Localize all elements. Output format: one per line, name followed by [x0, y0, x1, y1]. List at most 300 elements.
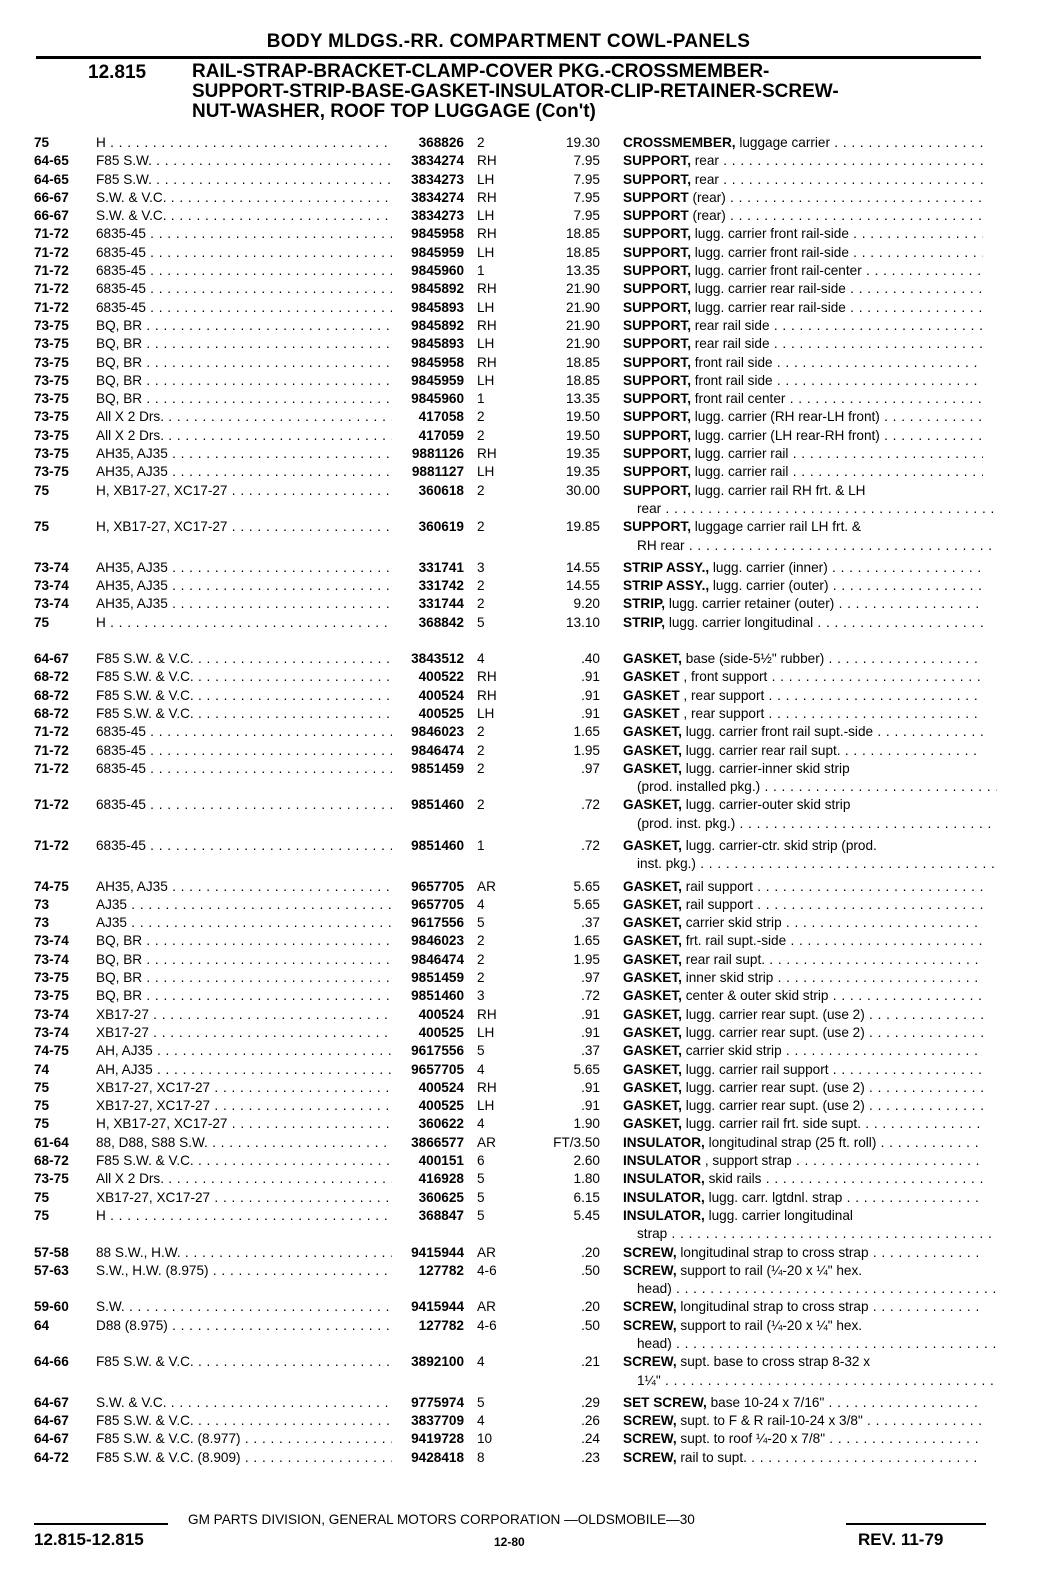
quantity: 2 [477, 519, 485, 535]
model-year: 73 [34, 915, 50, 931]
model-code: H . . . [96, 614, 392, 632]
part-name: SUPPORT, [623, 263, 691, 279]
model-year: 73-75 [34, 1171, 69, 1187]
part-detail: lugg. carrier (LH rear-RH front) [690, 427, 880, 443]
model-year: 73-75 [34, 464, 69, 480]
model-code: BQ, BR . . . [96, 354, 392, 372]
part-row [34, 1317, 984, 1335]
part-row [34, 1024, 984, 1042]
part-description-continued: 1¼" . . . [623, 1372, 997, 1390]
model-code: All X 2 Drs. . . . [96, 408, 392, 426]
quantity: 4-6 [477, 1262, 497, 1278]
part-detail: (rear) [688, 189, 726, 205]
price: 1.80 [573, 1171, 600, 1187]
model-code: F85 S.W. . . . [96, 171, 392, 189]
quantity: 5 [477, 614, 485, 630]
part-number: 9617556 [411, 1043, 464, 1059]
model-year: 73-75 [34, 988, 69, 1004]
part-row [34, 445, 984, 463]
part-detail: , rear support [679, 687, 765, 703]
price: 18.85 [565, 372, 600, 388]
price: 7.95 [573, 171, 600, 187]
part-name: GASKET, [623, 724, 682, 740]
price: 13.10 [565, 614, 600, 630]
part-description [623, 705, 983, 723]
price: 1.90 [573, 1116, 600, 1132]
part-description-continued: inst. pkg.) . . . [623, 855, 997, 873]
part-description [623, 760, 983, 778]
part-detail: luggage carrier rail LH frt. & [690, 519, 861, 535]
part-description [623, 650, 983, 668]
price: 13.35 [565, 263, 600, 279]
part-number: 9851460 [411, 988, 464, 1004]
model-year: 68-72 [34, 687, 69, 703]
quantity: 4-6 [477, 1317, 497, 1333]
part-number: 368847 [418, 1207, 464, 1223]
part-description [623, 299, 983, 317]
part-description [623, 152, 983, 170]
model-year: 73-74 [34, 578, 69, 594]
part-row [34, 1298, 984, 1316]
part-row [34, 152, 984, 170]
part-name: SCREW, [623, 1413, 677, 1429]
part-row [34, 1449, 984, 1467]
part-detail: lugg. carrier front rail-side [690, 226, 849, 242]
model-code: H . . . [96, 1207, 392, 1225]
part-description [623, 463, 983, 481]
model-code: F85 S.W. & V.C. (8.977) . . . [96, 1430, 392, 1448]
part-description [623, 559, 983, 577]
part-description [623, 207, 983, 225]
part-row-continuation [34, 537, 984, 555]
model-year: 73-75 [34, 446, 69, 462]
quantity: 4 [477, 1116, 485, 1132]
part-description [623, 1298, 983, 1316]
part-description [623, 1134, 983, 1152]
part-number: 9846474 [411, 951, 464, 967]
part-description [623, 595, 983, 613]
part-number: 9428418 [411, 1449, 464, 1465]
price: .21 [581, 1354, 600, 1370]
part-number: 360618 [418, 482, 464, 498]
part-row [34, 1134, 984, 1152]
price: 18.85 [565, 226, 600, 242]
part-number: 9845892 [411, 317, 464, 333]
group-spacer [34, 632, 984, 650]
part-row [34, 335, 984, 353]
price: .91 [581, 1024, 600, 1040]
part-name: SCREW, [623, 1244, 677, 1260]
model-year: 64-65 [34, 171, 69, 187]
part-detail: base 10-24 x 7/16" [706, 1394, 825, 1410]
model-year: 73 [34, 896, 50, 912]
part-number: 3834273 [411, 171, 464, 187]
model-year: 75 [34, 1189, 50, 1205]
model-year: 73-74 [34, 559, 69, 575]
model-code: AJ35 . . . [96, 914, 392, 932]
model-year: 73-74 [34, 1024, 69, 1040]
part-number: 9415944 [411, 1244, 464, 1260]
part-number: 417058 [418, 409, 464, 425]
part-detail: lugg. carrier rail [690, 446, 789, 462]
model-code: H, XB17-27, XC17-27 . . . [96, 1115, 392, 1133]
quantity: LH [477, 1024, 495, 1040]
part-detail: (rear) [688, 208, 726, 224]
price: .91 [581, 1098, 600, 1114]
price: 21.90 [565, 281, 600, 297]
quantity: 5 [477, 1207, 485, 1223]
part-name: CROSSMEMBER, [623, 135, 736, 150]
price: 30.00 [565, 482, 600, 498]
part-number: 400524 [418, 687, 464, 703]
part-description-continued: RH rear . . . [623, 537, 997, 555]
part-name: GASKET, [623, 933, 682, 949]
model-code: 6835-45 . . . [96, 280, 392, 298]
quantity: 2 [477, 970, 485, 986]
part-row [34, 559, 984, 577]
model-year: 68-72 [34, 669, 69, 685]
model-year: 64-67 [34, 1394, 69, 1410]
quantity: 5 [477, 1189, 485, 1205]
part-row [34, 280, 984, 298]
part-name: INSULATOR, [623, 1171, 705, 1187]
model-code: 6835-45 . . . [96, 299, 392, 317]
part-detail: lugg. carrier front rail-side [690, 244, 849, 260]
model-year: 75 [34, 1079, 50, 1095]
part-description [623, 796, 983, 814]
model-year: 75 [34, 1207, 50, 1223]
part-name: GASKET, [623, 797, 682, 813]
part-row [34, 614, 984, 632]
model-code: F85 S.W. & V.C. . . . [96, 650, 392, 668]
part-row [34, 1430, 984, 1448]
part-row [34, 650, 984, 668]
part-name: SCREW, [623, 1431, 677, 1447]
part-name: SUPPORT, [623, 281, 691, 297]
model-year: 73-75 [34, 391, 69, 407]
model-code: F85 S.W. & V.C. . . . [96, 1353, 392, 1371]
model-code: F85 S.W. & V.C. . . . [96, 668, 392, 686]
part-detail: carrier skid strip [681, 1043, 782, 1059]
part-row [34, 951, 984, 969]
part-name: GASKET, [623, 1061, 682, 1077]
part-number: 400525 [418, 1098, 464, 1114]
part-number: 9851460 [411, 797, 464, 813]
part-detail: lugg. carrier front rail-center [690, 263, 862, 279]
part-detail: lugg. carrier rear supt. (use 2) [681, 1079, 865, 1095]
part-detail: skid rails [704, 1171, 762, 1187]
model-code: All X 2 Drs. . . . [96, 427, 392, 445]
part-row-continuation [34, 1280, 984, 1298]
part-number: 400525 [418, 1024, 464, 1040]
part-description [623, 896, 983, 914]
model-code: AH35, AJ35 . . . [96, 559, 392, 577]
price: .20 [581, 1299, 600, 1315]
part-row [34, 932, 984, 950]
part-number: 3834273 [411, 208, 464, 224]
part-number: 9657705 [411, 1061, 464, 1077]
part-row [34, 687, 984, 705]
part-description [623, 372, 983, 390]
model-code: AH35, AJ35 . . . [96, 463, 392, 481]
price: 19.30 [565, 135, 600, 150]
price: 5.65 [573, 1061, 600, 1077]
part-detail: lugg. carrier rear supt. (use 2) [681, 1006, 865, 1022]
part-name: SUPPORT, [623, 354, 691, 370]
part-detail: lugg. carrier rail support [681, 1061, 829, 1077]
part-detail: rear [690, 153, 719, 169]
part-name: SCREW, [623, 1317, 677, 1333]
footer-division: GM PARTS DIVISION, GENERAL MOTORS CORPORATION —OLDSMOBILE—30 [188, 1512, 695, 1527]
part-name: GASKET, [623, 1006, 682, 1022]
quantity: 2 [477, 135, 485, 150]
part-row [34, 408, 984, 426]
part-row [34, 837, 984, 855]
quantity: 4 [477, 896, 485, 912]
quantity: 5 [477, 1043, 485, 1059]
part-detail: rail support [681, 878, 753, 894]
price: .40 [581, 651, 600, 667]
quantity: 4 [477, 1354, 485, 1370]
price: 1.95 [573, 742, 600, 758]
model-code: 6835-45 . . . [96, 244, 392, 262]
part-row [34, 1152, 984, 1170]
part-row [34, 1006, 984, 1024]
part-row [34, 878, 984, 896]
part-name: SUPPORT, [623, 226, 691, 242]
model-year: 74-75 [34, 878, 69, 894]
quantity: RH [477, 189, 497, 205]
part-name: GASKET, [623, 915, 682, 931]
part-row [34, 1115, 984, 1133]
quantity: RH [477, 669, 497, 685]
part-number: 400525 [418, 705, 464, 721]
part-row-continuation [34, 815, 984, 833]
model-year: 59-60 [34, 1299, 69, 1315]
price: 1.65 [573, 724, 600, 740]
model-year: 73-75 [34, 970, 69, 986]
part-number: 9845959 [411, 372, 464, 388]
part-number: 9846023 [411, 933, 464, 949]
model-year: 73-75 [34, 372, 69, 388]
model-year: 71-72 [34, 797, 69, 813]
model-code: H . . . [96, 134, 392, 152]
part-detail: front rail center [690, 391, 786, 407]
part-number: 9845893 [411, 299, 464, 315]
price: 13.35 [565, 391, 600, 407]
part-detail: lugg. carrier retainer (outer) [665, 596, 835, 612]
model-year: 64 [34, 1317, 50, 1333]
model-code: BQ, BR . . . [96, 390, 392, 408]
part-detail: luggage carrier [735, 135, 830, 150]
part-detail: lugg. carrier rail RH frt. & LH [690, 482, 866, 498]
quantity: RH [477, 1079, 497, 1095]
price: .91 [581, 687, 600, 703]
part-row [34, 225, 984, 243]
model-code: F85 S.W. & V.C. . . . [96, 705, 392, 723]
part-row [34, 1079, 984, 1097]
part-name: GASKET, [623, 837, 682, 853]
part-row-continuation [34, 1372, 984, 1390]
model-code: AH35, AJ35 . . . [96, 878, 392, 896]
part-name: SUPPORT, [623, 171, 691, 187]
part-description [623, 408, 983, 426]
part-number: 9846023 [411, 724, 464, 740]
part-detail: frt. rail supt.-side [681, 933, 787, 949]
model-year: 71-72 [34, 742, 69, 758]
model-year: 73-75 [34, 317, 69, 333]
price: .91 [581, 705, 600, 721]
part-description-continued: (prod. installed pkg.) . . . [623, 778, 997, 796]
part-description [623, 1353, 983, 1371]
part-number: 331741 [418, 559, 464, 575]
part-detail: front rail side [690, 372, 773, 388]
quantity: RH [477, 354, 497, 370]
part-description [623, 932, 983, 950]
section-description [192, 62, 839, 122]
part-row [34, 1262, 984, 1280]
model-code: BQ, BR . . . [96, 372, 392, 390]
quantity: RH [477, 1006, 497, 1022]
part-description [623, 1449, 983, 1467]
part-name: GASKET, [623, 988, 682, 1004]
part-description [623, 280, 983, 298]
part-description [623, 482, 983, 500]
part-row [34, 1097, 984, 1115]
footer-revision: REV. 11-79 [858, 1530, 944, 1549]
part-detail: lugg. carr. lgtdnl. strap [704, 1189, 843, 1205]
part-name: INSULATOR, [623, 1189, 705, 1205]
part-row [34, 1061, 984, 1079]
part-number: 9845958 [411, 354, 464, 370]
part-row [34, 189, 984, 207]
part-row [34, 207, 984, 225]
price: .29 [581, 1394, 600, 1410]
part-detail: lugg. carrier rail [690, 464, 789, 480]
part-row [34, 705, 984, 723]
price: 19.35 [565, 446, 600, 462]
model-code: F85 S.W. & V.C. . . . [96, 687, 392, 705]
part-number: 9845960 [411, 263, 464, 279]
price: 1.95 [573, 951, 600, 967]
part-number: 3866577 [411, 1134, 464, 1150]
part-description [623, 445, 983, 463]
part-row [34, 463, 984, 481]
part-name: STRIP, [623, 614, 666, 630]
part-description [623, 518, 983, 536]
part-row [34, 372, 984, 390]
model-year: 64-67 [34, 1413, 69, 1429]
part-detail: longitudinal strap (25 ft. roll) [704, 1134, 877, 1150]
quantity: 6 [477, 1153, 485, 1169]
model-code: 88, D88, S88 S.W. . . . [96, 1134, 392, 1152]
part-number: 3837709 [411, 1413, 464, 1429]
part-detail: lugg. carrier (outer) [709, 578, 829, 594]
part-number: 400524 [418, 1006, 464, 1022]
model-year: 73-75 [34, 409, 69, 425]
model-year: 71-72 [34, 244, 69, 260]
price: 2.60 [573, 1153, 600, 1169]
part-row [34, 723, 984, 741]
part-row [34, 244, 984, 262]
part-detail: lugg. carrier-inner skid strip [681, 760, 850, 776]
price: 5.65 [573, 896, 600, 912]
model-code: AH35, AJ35 . . . [96, 577, 392, 595]
model-code: AH, AJ35 . . . [96, 1061, 392, 1079]
part-name: GASKET, [623, 1116, 682, 1132]
part-detail: lugg. carrier rear rail supt. [681, 742, 841, 758]
model-code: 88 S.W., H.W. . . . [96, 1244, 392, 1262]
part-name: SUPPORT, [623, 409, 691, 425]
part-number: 9845960 [411, 391, 464, 407]
price: .72 [581, 797, 600, 813]
part-name: SUPPORT, [623, 464, 691, 480]
part-detail: , rear support [679, 705, 765, 721]
price: 19.85 [565, 519, 600, 535]
section-description-line: NUT-WASHER, ROOF TOP LUGGAGE (Con't) [192, 101, 596, 122]
price: 14.55 [565, 578, 600, 594]
part-description [623, 969, 983, 987]
quantity: 2 [477, 951, 485, 967]
model-code: F85 S.W. & V.C. (8.909) . . . [96, 1449, 392, 1467]
part-name: STRIP, [623, 596, 666, 612]
model-year: 71-72 [34, 724, 69, 740]
part-row [34, 390, 984, 408]
model-code: AH35, AJ35 . . . [96, 445, 392, 463]
part-description [623, 1430, 983, 1448]
part-detail: lugg. carrier front rail supt.-side [681, 724, 874, 740]
part-row [34, 914, 984, 932]
quantity: RH [477, 687, 497, 703]
part-detail: support to rail (¼-20 x ¼" hex. [676, 1317, 863, 1333]
part-name: GASKET, [623, 1079, 682, 1095]
part-detail: lugg. carrier rear rail-side [690, 281, 846, 297]
part-number: 127782 [418, 1262, 464, 1278]
part-row [34, 427, 984, 445]
price: 21.90 [565, 299, 600, 315]
model-code: H, XB17-27, XC17-27 . . . [96, 518, 392, 536]
price: 18.85 [565, 244, 600, 260]
model-year: 75 [34, 1098, 50, 1114]
part-number: 416928 [418, 1171, 464, 1187]
model-code: BQ, BR . . . [96, 951, 392, 969]
model-year: 57-63 [34, 1262, 69, 1278]
part-name: GASKET, [623, 970, 682, 986]
price: 7.95 [573, 189, 600, 205]
footer-date: 12-80 [494, 1535, 525, 1549]
quantity: RH [477, 281, 497, 297]
quantity: AR [477, 1134, 496, 1150]
part-number: 9881127 [411, 464, 464, 480]
part-description [623, 1115, 983, 1133]
part-detail: lugg. carrier longitudinal [704, 1207, 853, 1223]
part-number: 9657705 [411, 878, 464, 894]
price: 19.50 [565, 409, 600, 425]
part-name: SUPPORT, [623, 519, 691, 535]
price: .37 [581, 1043, 600, 1059]
part-detail: rail to supt. [676, 1449, 747, 1465]
part-description [623, 1189, 983, 1207]
part-row [34, 742, 984, 760]
quantity: 2 [477, 482, 485, 498]
part-number: 3843512 [411, 651, 464, 667]
quantity: 5 [477, 915, 485, 931]
model-year: 71-72 [34, 226, 69, 242]
model-year: 74 [34, 1061, 50, 1077]
price: 1.65 [573, 933, 600, 949]
model-code: XB17-27, XC17-27 . . . [96, 1097, 392, 1115]
model-code: BQ, BR . . . [96, 335, 392, 353]
